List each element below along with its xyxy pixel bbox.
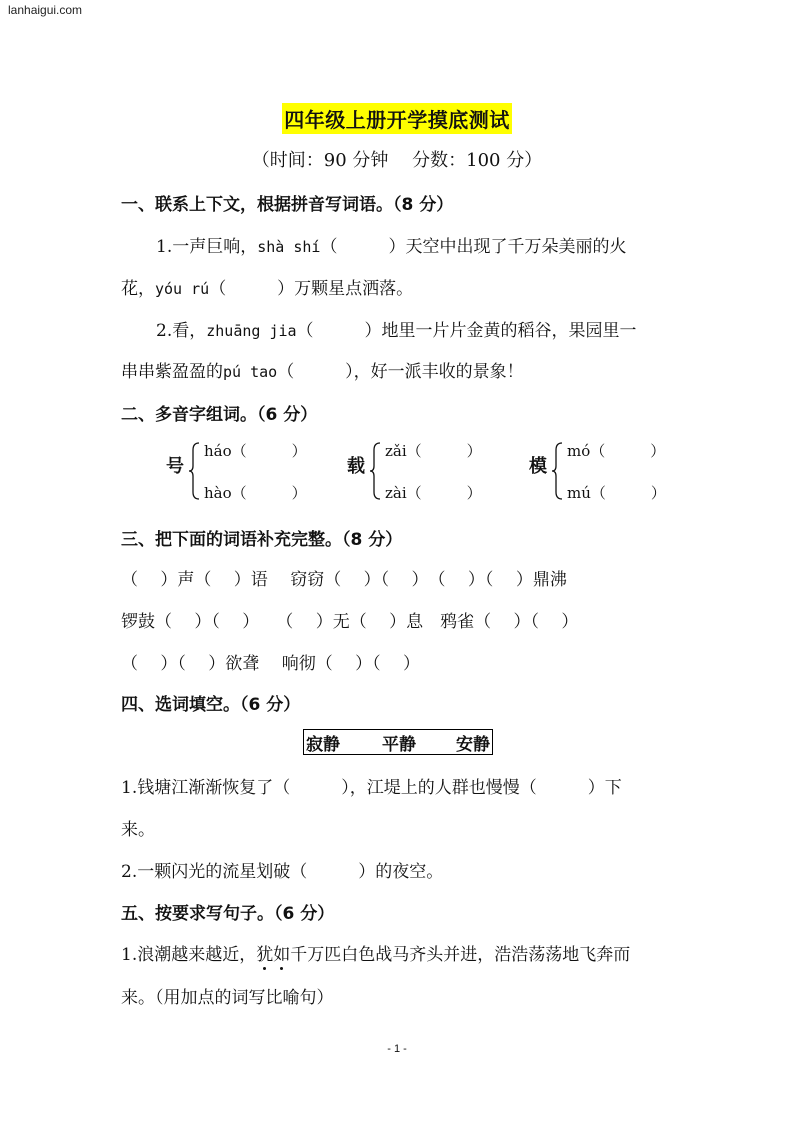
dotted-char: 犹 — [256, 940, 273, 965]
word-option: 安静 — [456, 734, 490, 755]
section-3-heading: 三、把下面的词语补充完整。（8 分） — [121, 530, 403, 550]
q5-text: 1.浪潮越来越近， — [121, 945, 257, 965]
dotted-char: 如 — [273, 940, 290, 965]
word-choice-box — [303, 729, 493, 755]
q3-line-1: （ ）声（ ）语 窃窃（ ）（ ） （ ）（ ）鼎沸 — [121, 570, 567, 590]
q4-line-2: 来。 — [121, 820, 155, 840]
q1-line-4 — [121, 357, 524, 382]
word-option: 寂静 — [306, 734, 340, 755]
polyphone-reading: hào（ ） — [204, 484, 307, 502]
word-option: 平静 — [382, 734, 416, 755]
q5-text: 千万匹白色战马齐头并进，浩浩荡荡地飞奔而 — [290, 945, 631, 965]
section-5-heading: 五、按要求写句子。（6 分） — [121, 904, 335, 924]
section-4-heading: 四、选词填空。（6 分） — [121, 695, 301, 715]
polyphone-reading: zǎi（ ） — [385, 442, 482, 460]
subtitle: （时间：90 分钟 分数：100 分） — [251, 150, 543, 171]
polyphone-char: 模 — [529, 456, 547, 477]
q5-line-1 — [121, 940, 630, 965]
page-number: - 1 - — [387, 1043, 407, 1055]
q4-line-1: 1.钱塘江渐渐恢复了（ ），江堤上的人群也慢慢（ ）下 — [121, 778, 622, 798]
q1-text: （ ），好一派丰收的景象！ — [277, 362, 524, 382]
polyphone-reading: mó（ ） — [567, 442, 666, 460]
q1-pinyin: zhuāng jia — [206, 322, 297, 340]
q1-text: （ ）地里一片片金黄的稻谷，果园里一 — [296, 321, 637, 341]
polyphone-reading: mú（ ） — [567, 484, 666, 502]
q1-text: （ ）万颗星点洒落。 — [209, 279, 414, 299]
polyphone-char: 载 — [347, 456, 365, 477]
q1-text: 串串紫盈盈的 — [121, 362, 223, 382]
q1-line-2 — [121, 274, 413, 299]
q1-text: 1.一声巨响， — [156, 237, 258, 257]
brace-icon — [369, 442, 381, 500]
q1-text: （ ）天空中出现了千万朵美丽的火 — [320, 237, 627, 257]
q1-text: 花， — [121, 279, 155, 299]
q1-pinyin: shà shí — [257, 238, 321, 256]
q1-text: 2.看， — [156, 321, 207, 341]
polyphone-char: 号 — [166, 456, 184, 477]
q3-line-2: 锣鼓（ ）（ ） （ ）无（ ）息 鸦雀（ ）（ ） — [121, 612, 579, 632]
q1-pinyin: pú tao — [223, 363, 278, 381]
q3-line-3: （ ）（ ）欲聋 响彻（ ）（ ） — [121, 654, 421, 674]
q1-line-3 — [156, 316, 637, 341]
page-title: 四年级上册开学摸底测试 — [282, 103, 512, 134]
site-watermark: lanhaigui.com — [8, 3, 83, 17]
brace-icon — [188, 442, 200, 500]
brace-icon — [551, 442, 563, 500]
polyphone-reading: háo（ ） — [204, 442, 307, 460]
q1-line-1 — [156, 232, 626, 257]
section-2-heading: 二、多音字组词。（6 分） — [121, 405, 318, 425]
q5-line-2: 来。（用加点的词写比喻句） — [121, 988, 334, 1008]
q1-pinyin: yóu rú — [155, 280, 210, 298]
q4-line-3: 2.一颗闪光的流星划破（ ）的夜空。 — [121, 862, 444, 882]
section-1-heading: 一、联系上下文，根据拼音写词语。（8 分） — [121, 195, 454, 215]
title-wrap — [0, 103, 794, 134]
polyphone-reading: zài（ ） — [385, 484, 482, 502]
